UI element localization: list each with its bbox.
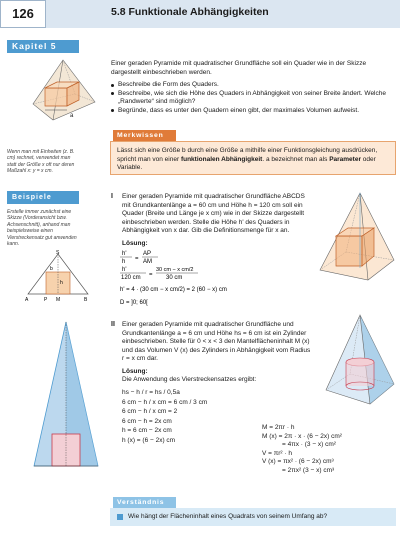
margin-note-sketch: Erstelle immer zunächst eine Skizze (Vorderansicht bzw. Achsenschnitt), anhand man beispielsweise einen Vierstreckensatz gut anwenden kann. [7,209,77,248]
eq-line: 6 cm − h / x cm = 2 [122,408,178,416]
page-number: 126 [0,0,46,28]
cylinder-cross-section-figure [30,318,102,474]
eq-frac-den: 30 cm [166,275,183,281]
fig-label-p: P [44,297,48,303]
eq-line: = 4πx · (3 − x) cm² [282,441,336,449]
beispiele-label: Beispiele [7,191,79,204]
fig-label-b: b [50,266,53,272]
example-2-left-equations [122,388,242,446]
example-2-loesung: Lösung: [122,368,148,375]
example-2-applies: Die Anwendung des Vierstreckensatzes ergibt: [122,376,257,383]
intro-bullet: Beschreibe die Form des Quaders. [111,81,396,90]
merkwissen-box [110,141,396,175]
fig-label-b-corner: B [84,297,88,303]
intro-figure-label-a: a [70,113,74,119]
eq-result: h' = 4 · (30 cm − x cm/2) = 2 (60 − x) cm [120,287,227,293]
merk-text: Lässt sich eine Größe b durch eine Größe a mithilfe einer Funktionsgleichung ausdrücken, spricht man von einer [117,147,378,163]
svg-text:=: = [149,272,153,278]
svg-text:=: = [135,256,139,262]
intro-bullet: Begründe, dass es unter den Quadern einen gibt, der maximales Volumen aufweist. [111,107,396,116]
eq-line: h (x) = (6 − 2x) cm [122,436,176,444]
eq-line: M (x) = 2π · x · (6 − 2x) cm² [262,432,342,440]
cross-section-figure [20,250,90,304]
merk-term: funktionalen Abhängigkeit [180,155,263,163]
example-2-right-equations [262,424,392,476]
chapter-label: Kapitel 5 [7,40,79,53]
eq-line: M = 2πr · h [262,424,295,431]
example-2-pyramid-figure [322,312,396,408]
intro-pyramid-figure [25,58,105,130]
eq-frac-num: h' [122,251,127,257]
eq-frac-num: h' [122,267,127,273]
eq-line: 6 cm − h / x cm = 6 cm / 3 cm [122,398,208,406]
eq-line: V = πr² · h [262,449,292,457]
fig-label-s: S [56,250,60,256]
fig-label-m: M [56,297,61,303]
eq-line: = 2πx² (3 − x) cm³ [282,466,335,474]
merk-term: Parameter [329,155,361,163]
verstaendnis-label: Verständnis [113,497,176,508]
eq-domain: D = ]0; 60[ [120,300,148,306]
eq-frac-den: h [122,259,126,265]
example-2-text: Einer geraden Pyramide mit quadratischer Grundfläche und Grundkantenlänge a = 6 cm und Höhe hs = 6 cm ist ein Zylinder einbeschrieben. Stelle für 0 < x < 3 den Mantelflächeninhalt M (x) und das Volumen V (x) des Zylinders in Abhängigkeit vom Radius r = x cm dar. [122,321,311,363]
eq-frac-den: AM [143,259,152,265]
merk-text: . a bezeichnet man als [262,155,330,163]
merk-text: oder Variable. [117,155,376,172]
eq-frac-num: AP [143,251,152,257]
margin-note-units: Wenn man mit Einheiten (z. B. cm) rechnet, verwendet man statt der Größe x oft nur deren Maßzahl x: y = x cm. [7,149,75,175]
eq-frac-den: 120 cm [121,275,141,281]
eq-line: V (x) = πx² · (6 − 2x) cm³ [262,458,334,466]
intro-bullet: Beschreibe, wie sich die Höhe des Quaders in Abhängigkeit von seiner Breite ändert. Welche „Randwerte“ sind möglich? [111,90,396,107]
eq-line: 6 cm − h = 2x cm [122,417,172,425]
intro-bullets [111,81,396,115]
fig-label-h: h [60,280,63,286]
intro-text: Einer geraden Pyramide mit quadratischer Grundfläche soll ein Quader wie in der Skizze dargestellt einbeschrieben werden. [111,60,367,76]
example-1-pyramid-figure [316,190,396,284]
example-1-loesung: Lösung: [122,240,148,247]
example-1-equations [120,249,260,309]
eq-line: hs − h / r = hs / 0,5a [122,389,180,396]
merkwissen-label: Merkwissen [113,130,176,141]
verstaendnis-question: Wie hängt der Flächeninhalt eines Quadrats von seinem Umfang ab? [110,508,396,526]
example-2-number: II [111,321,115,328]
example-1-text: Einer geraden Pyramide mit quadratischer Grundfläche ABCDS mit Grundkantenlänge a = 60 cm und Höhe h = 120 cm soll ein Quader (Breite und Länge je x cm) wie in der Skizze dargestellt einbeschrieben werden. Stelle die Höhe h' des Quaders in Abhängigkeit von x dar. Gib die Definitionsmenge für x an. [122,193,305,235]
section-title: 5.8 Funktionale Abhängigkeiten [111,6,269,18]
eq-frac-num: 30 cm − x cm/2 [156,267,194,273]
fig-label-a: A [25,297,29,303]
example-1-number: I [111,193,113,200]
eq-line: h = 6 cm − 2x cm [122,427,172,435]
